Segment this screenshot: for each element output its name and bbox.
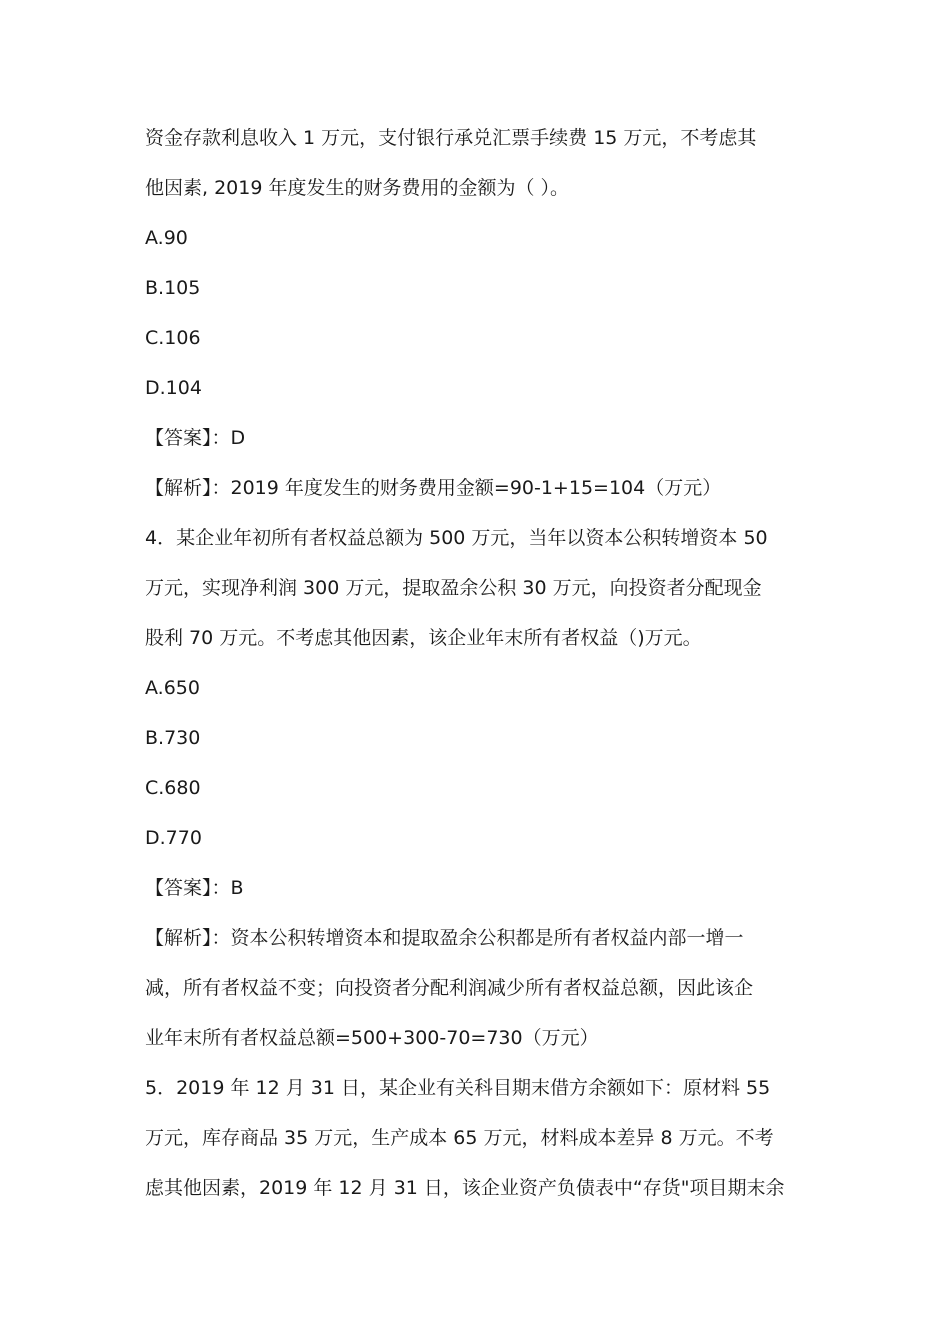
q4-answer: 【答案】：B bbox=[145, 877, 244, 899]
q4-analysis-line-1: 【解析】：资本公积转增资本和提取盈余公积都是所有者权益内部一增一 bbox=[145, 927, 744, 949]
q4-stem-line-2: 万元，实现净利润 300 万元，提取盈余公积 30 万元，向投资者分配现金 bbox=[145, 577, 762, 599]
q5-stem-line-1: 5．2019 年 12 月 31 日，某企业有关科目期末借方余额如下：原材料 55 bbox=[145, 1077, 771, 1099]
q4-stem-line-3: 股利 70 万元。不考虑其他因素，该企业年末所有者权益（)万元。 bbox=[145, 627, 702, 649]
q4-analysis-line-3: 业年末所有者权益总额=500+300-70=730（万元） bbox=[145, 1027, 599, 1049]
q3-stem-line-1: 资金存款利息收入 1 万元，支付银行承兑汇票手续费 15 万元，不考虑其 bbox=[145, 127, 757, 149]
q4-option-d: D.770 bbox=[145, 827, 202, 849]
q3-answer: 【答案】：D bbox=[145, 427, 246, 449]
q4-option-c: C.680 bbox=[145, 777, 201, 799]
q4-option-a: A.650 bbox=[145, 677, 200, 699]
q5-stem-line-2: 万元，库存商品 35 万元，生产成本 65 万元，材料成本差异 8 万元。不考 bbox=[145, 1127, 774, 1149]
q3-option-d: D.104 bbox=[145, 377, 202, 399]
q5-stem-line-3: 虑其他因素，2019 年 12 月 31 日，该企业资产负债表中“存货"项目期末余 bbox=[145, 1177, 785, 1199]
q3-stem-line-2: 他因素, 2019 年度发生的财务费用的金额为（ ）。 bbox=[145, 177, 570, 199]
q4-option-b: B.730 bbox=[145, 727, 201, 749]
q3-option-a: A.90 bbox=[145, 227, 188, 249]
q3-option-c: C.106 bbox=[145, 327, 201, 349]
q3-analysis: 【解析】：2019 年度发生的财务费用金额=90-1+15=104（万元） bbox=[145, 477, 722, 499]
q4-analysis-line-2: 减，所有者权益不变；向投资者分配利润减少所有者权益总额，因此该企 bbox=[145, 977, 754, 999]
q3-option-b: B.105 bbox=[145, 277, 201, 299]
q4-stem-line-1: 4．某企业年初所有者权益总额为 500 万元，当年以资本公积转增资本 50 bbox=[145, 527, 768, 549]
